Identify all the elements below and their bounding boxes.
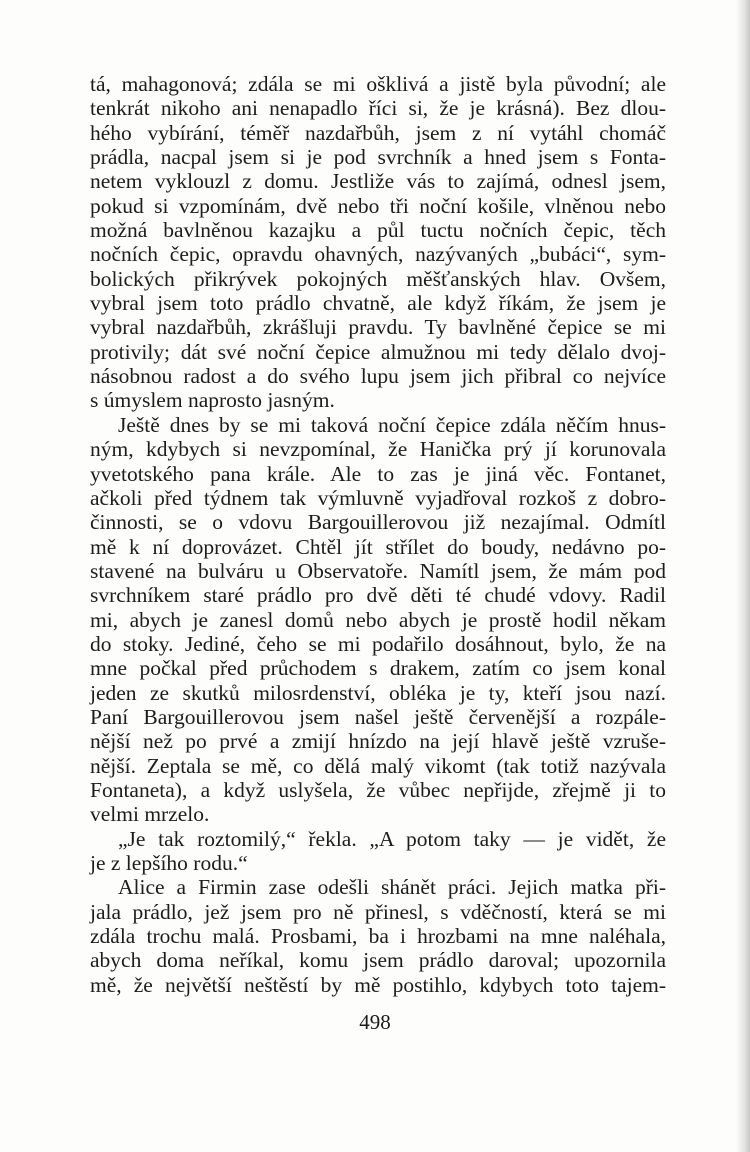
- text-line: mi, abych je zanesl domů nebo abych je prostě hodil někam: [90, 607, 666, 632]
- text-line: jeden ze skutků milosrdenství, obléka je ty, kteří jsou nazí.: [90, 680, 666, 705]
- text-line: mne počkal před průchodem s drakem, zatím co jsem konal: [90, 656, 666, 681]
- page-edge-shadow: [736, 0, 750, 1152]
- text-line: Fontaneta), a když uslyšela, že vůbec nepřijde, zřejmě ji to: [90, 777, 666, 802]
- body-text: [90, 72, 666, 997]
- text-line: zdála trochu malá. Prosbami, ba i hrozbami na mne naléhala,: [90, 924, 666, 949]
- text-line: pokud si vzpomínám, dvě nebo tři noční košile, vlněnou nebo: [90, 193, 666, 218]
- text-line: do stoky. Jediné, čeho se mi podařilo dosáhnout, bylo, že na: [90, 631, 666, 656]
- text-line: svrchníkem staré prádlo pro dvě děti té chudé vdovy. Radil: [90, 583, 666, 608]
- text-line: jala prádlo, jež jsem pro ně přinesl, s vděčností, která se mi: [90, 899, 666, 924]
- text-line: vybral jsem toto prádlo chvatně, ale když říkám, že jsem je: [90, 291, 666, 316]
- text-line: mě k ní doprovázet. Chtěl jít střílet do boudy, nedávno po-: [90, 534, 666, 559]
- text-line: vybral nazdařbůh, zkrášluji pravdu. Ty bavlněné čepice se mi: [90, 315, 666, 340]
- text-line: yvetotského pana krále. Ale to zas je jiná věc. Fontanet,: [90, 461, 666, 486]
- text-line: protivily; dát své noční čepice almužnou mi tedy dělalo dvoj-: [90, 339, 666, 364]
- text-line: Ještě dnes by se mi taková noční čepice zdála něčím hnus-: [118, 412, 666, 437]
- page-number: 498: [359, 1010, 391, 1034]
- text-line: s úmyslem naprosto jasným.: [90, 388, 335, 413]
- text-line: nější. Zeptala se mě, co dělá malý vikomt (tak totiž nazývala: [90, 753, 666, 778]
- text-line: bolických přikrývek pokojných měšťanských hlav. Ovšem,: [90, 266, 666, 291]
- text-line: „Je tak roztomilý,“ řekla. „A potom taky — je vidět, že: [118, 826, 666, 851]
- text-line: velmi mrzelo.: [90, 802, 210, 827]
- text-line: Alice a Firmin zase odešli shánět práci. Jejich matka při-: [118, 875, 666, 900]
- text-line: netem vyklouzl z domu. Jestliže vás to zajímá, odnesl jsem,: [90, 169, 666, 194]
- text-line: ačkoli před týdnem tak výmluvně vyjadřoval rozkoš z dobro-: [90, 485, 666, 510]
- text-line: násobnou radost a do svého lupu jsem jich přibral co nejvíce: [90, 364, 666, 389]
- text-line: tenkrát nikoho ani nenapadlo říci si, že je krásná). Bez dlou-: [90, 96, 666, 121]
- text-line: mě, že největší neštěstí by mě postihlo, kdybych toto tajem-: [90, 972, 666, 997]
- text-line: tá, mahagonová; zdála se mi ošklivá a jistě byla původní; ale: [90, 72, 666, 96]
- text-line: hého vybírání, téměř nazdařbůh, jsem z ní vytáhl chomáč: [90, 120, 666, 145]
- text-line: ným, kdybych si nevzpomínal, že Hanička prý jí korunovala: [90, 437, 666, 462]
- text-line: je z lepšího rodu.“: [90, 851, 248, 875]
- text-line: Paní Bargouillerovou jsem našel ještě červenější a rozpále-: [90, 704, 666, 729]
- text-line: možná bavlněnou kazajku a půl tuctu nočních čepic, těch: [90, 218, 666, 243]
- text-line: stavené na bulváru u Observatoře. Namítl jsem, že mám pod: [90, 558, 666, 583]
- text-line: nější než po prvé a zmijí hnízdo na její hlavě ještě vzruše-: [90, 729, 666, 754]
- text-line: činnosti, se o vdovu Bargouillerovou již nezajímal. Odmítl: [90, 510, 666, 535]
- text-line: nočních čepic, opravdu ohavných, nazývaných „bubáci“, sym-: [90, 242, 666, 267]
- text-line: prádla, nacpal jsem si je pod svrchník a hned jsem s Fonta-: [90, 145, 666, 170]
- text-line: abych doma neříkal, komu jsem prádlo daroval; upozornila: [90, 948, 666, 973]
